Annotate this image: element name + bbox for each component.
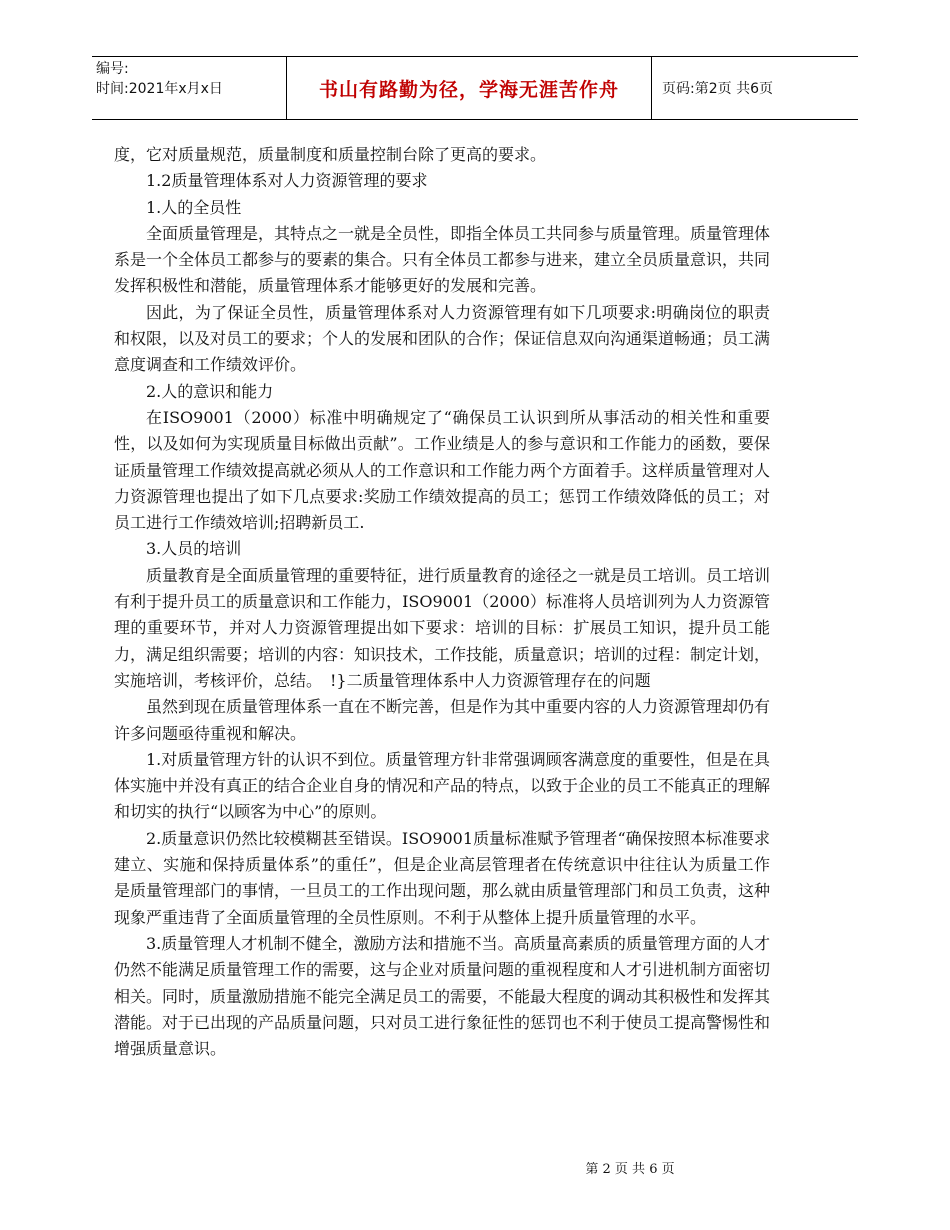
paragraph: 在ISO9001（2000）标准中明确规定了“确保员工认识到所从事活动的相关性和重要性，以及如何为实现质量目标做出贡献”。工作业绩是人的参与意识和工作能力的函数，要保证质量管理工作绩效提高就必须从人的工作意识和工作能力两个方面着手。这样质量管理对人力资源管理也提出了如下几点要求:奖励工作绩效提高的员工；惩罚工作绩效降低的员工；对员工进行工作绩效培训;招聘新员工.: [114, 407, 771, 533]
paragraph-continuation: 度，它对质量规范，质量制度和质量控制台除了更高的要求。: [114, 145, 547, 164]
document-body: [114, 142, 770, 1062]
paragraph: 3.质量管理人才机制不健全，激励方法和措施不当。高质量高素质的质量管理方面的人才仍然不能满足质量管理工作的需要，这与企业对质量问题的重视程度和人才引进机制方面密切相关。同时，质量激励措施不能完全满足员工的需要，不能最大程度的调动其积极性和发挥其潜能。对于已出现的产品质量问题，只对员工进行象征性的惩罚也不利于使员工提高警惕性和增强质量意识。: [114, 933, 771, 1059]
paragraph: 虽然到现在质量管理体系一直在不断完善，但是作为其中重要内容的人力资源管理却仍有许多问题亟待重视和解决。: [114, 697, 771, 743]
paragraph: 2.质量意识仍然比较模糊甚至错误。ISO9001质量标准赋予管理者“确保按照本标准要求建立、实施和保持质量体系”的重任”，但是企业高层管理者在传统意识中往往认为质量工作是质量管理部门的事情，一旦员工的工作出现问题，那么就由质量管理部门和员工负责，这种现象严重违背了全面质量管理的全员性原则。不利于从整体上提升质量管理的水平。: [114, 828, 771, 927]
section-heading-1-2: 1.2质量管理体系对人力资源管理的要求: [146, 171, 428, 191]
paragraph: 质量教育是全面质量管理的重要特征，进行质量教育的途径之一就是员工培训。员工培训有利于提升员工的质量意识和工作能力，ISO9001（2000）标准将人员培训列为人力资源管理的重要环节，并对人力资源管理提出如下要求：培训的目标：扩展员工知识，提升员工能力，满足组织需要；培训的内容：知识技术，工作技能，质量意识；培训的过程：制定计划，实施培训，考核评价，总结。 !}二质量管理体系中人力资源管理存在的问题: [114, 565, 771, 690]
subheading-training: 3.人员的培训: [146, 539, 242, 559]
subheading-full-participation: 1.人的全员性: [146, 197, 242, 217]
serial-number-label: 编号:: [96, 61, 129, 77]
subheading-awareness-ability: 2.人的意识和能力: [146, 381, 274, 401]
paragraph: 因此，为了保证全员性，质量管理体系对人力资源管理有如下几项要求:明确岗位的职责和权限，以及对员工的要求；个人的发展和团队的合作；保证信息双向沟通渠道畅通；员工满意度调查和工作绩效评价。: [114, 302, 771, 375]
header-meta: [92, 57, 286, 119]
header-motto: 书山有路勤为径，学海无涯苦作舟: [286, 57, 652, 119]
paragraph: 全面质量管理是，其特点之一就是全员性，即指全体员工共同参与质量管理。质量管理体系是一个全体员工都参与的要素的集合。只有全体员工都参与进来，建立全员质量意识，共同发挥积极性和潜能，质量管理体系才能够更好的发展和完善。: [114, 223, 771, 296]
page-footer: 第 2 页 共 6 页: [585, 1162, 675, 1177]
header-page-info: 页码:第2页 共6页: [662, 81, 773, 97]
page-header: [92, 56, 858, 120]
paragraph: 1.对质量管理方针的认识不到位。质量管理方针非常强调顾客满意度的重要性，但是在具体实施中并没有真正的结合企业自身的情况和产品的特点，以致于企业的员工不能真正的理解和切实的执行“以顾客为中心”的原则。: [114, 749, 771, 822]
time-label: 时间:2021年x月x日: [96, 81, 223, 97]
